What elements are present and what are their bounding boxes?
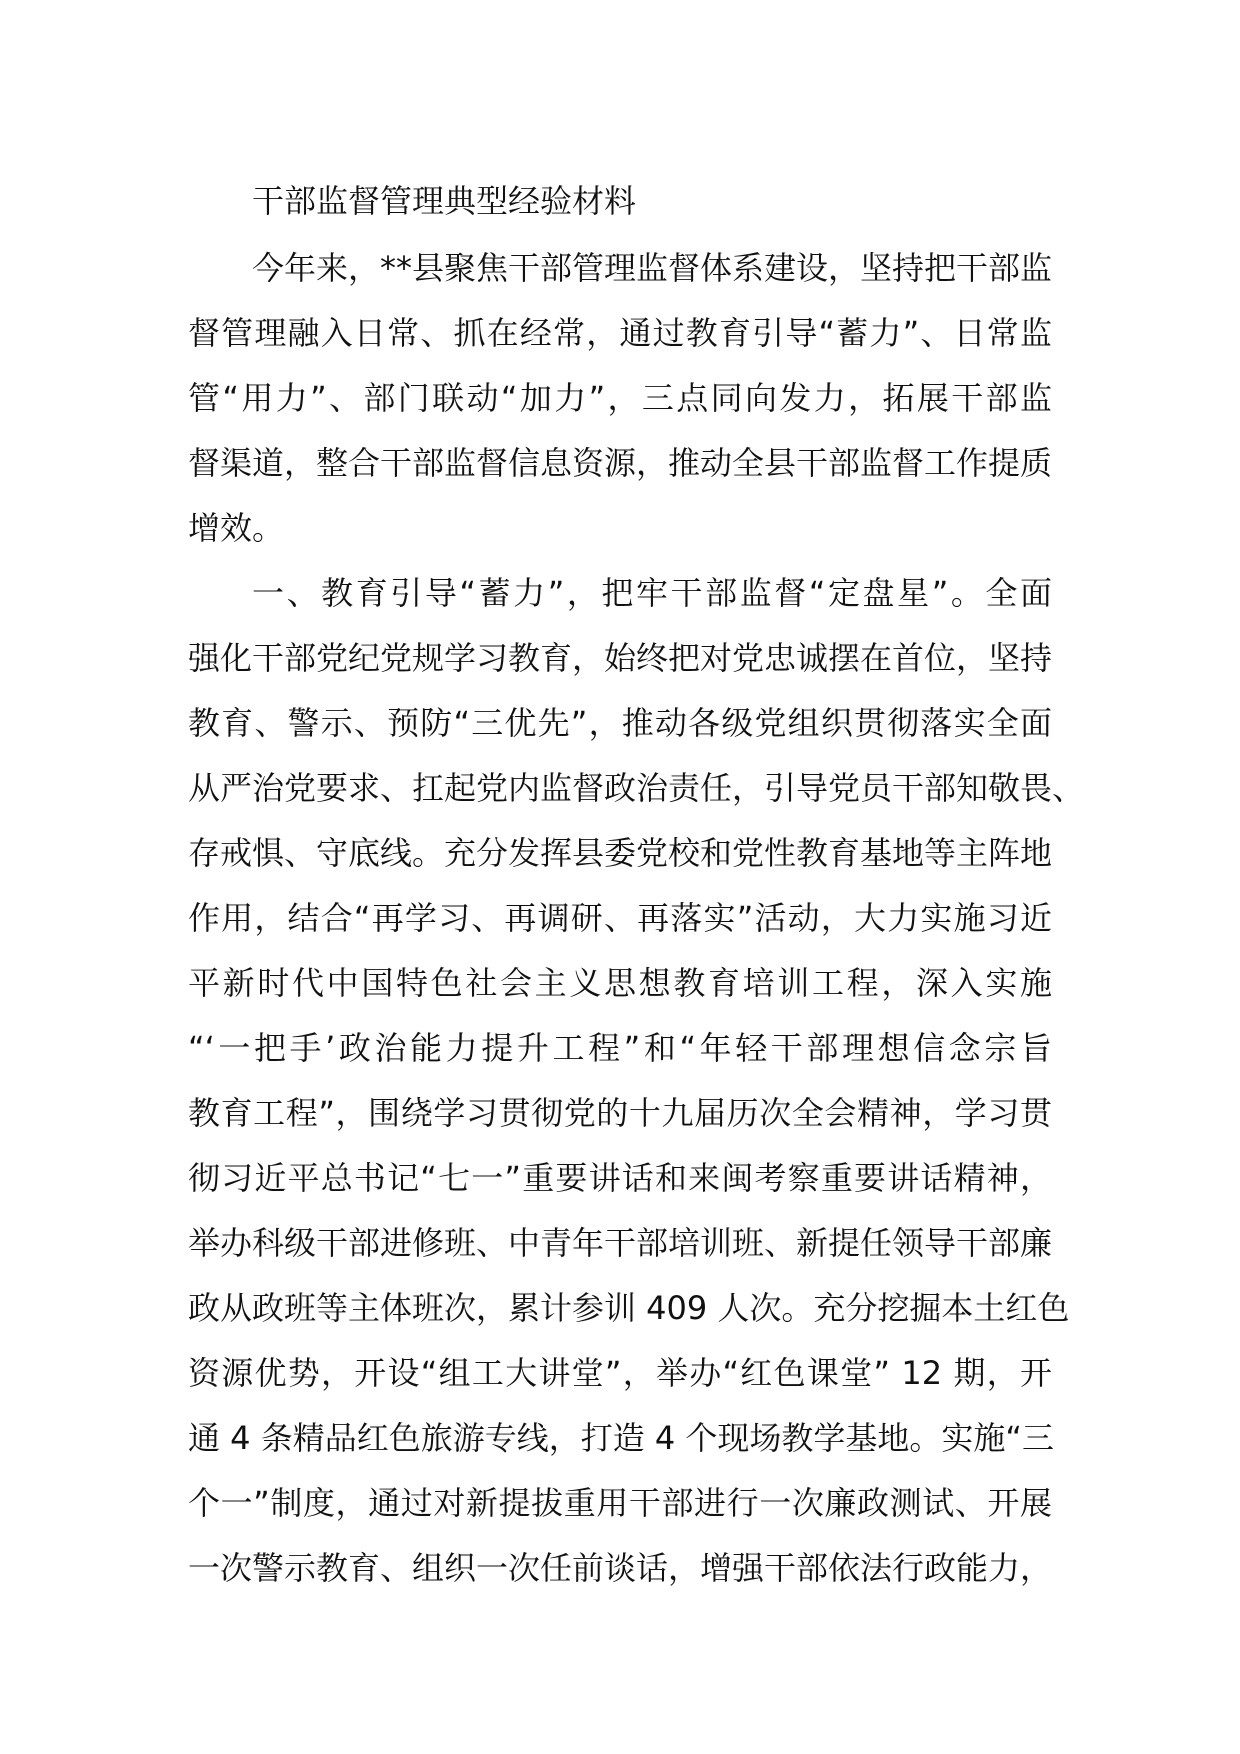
paragraph-line: 教育、警示、预防“三优先”，推动各级党组织贯彻落实全面 [188,704,1052,742]
section-heading-line: 一、教育引导“蓄力”，把牢干部监督“定盘星”。全面 [252,574,1052,612]
paragraph-line: 一次警示教育、组织一次任前谈话，增强干部依法行政能力， [188,1549,1053,1587]
paragraph-line: 举办科级干部进修班、中青年干部培训班、新提任领导干部廉 [188,1224,1053,1262]
paragraph-line: 增效。 [188,509,285,547]
document-title: 干部监督管理典型经验材料 [252,182,637,220]
paragraph-line: 资源优势，开设“组工大讲堂”，举办“红色课堂” 12 期，开 [188,1354,1052,1392]
document-body [188,166,1085,1601]
paragraph-line: 教育工程”，围绕学习贯彻党的十九届历次全会精神，学习贯 [188,1094,1052,1132]
paragraph-line: 管“用力”、部门联动“加力”，三点同向发力，拓展干部监 [188,379,1052,417]
paragraph-line: 通 4 条精品红色旅游专线，打造 4 个现场教学基地。实施“三 [188,1419,1054,1457]
paragraph-line: 个一”制度，通过对新提拔重用干部进行一次廉政测试、开展 [188,1484,1052,1522]
paragraph-line: 从严治党要求、扛起党内监督政治责任，引导党员干部知敬畏、 [188,769,1085,807]
paragraph-line: 彻习近平总书记“七一”重要讲话和来闽考察重要讲话精神， [188,1159,1052,1197]
paragraph-line: 政从政班等主体班次，累计参训 409 人次。充分挖掘本土红色 [188,1289,1070,1327]
paragraph-line: 督渠道，整合干部监督信息资源，推动全县干部监督工作提质 [188,444,1053,482]
paragraph-line: 平新时代中国特色社会主义思想教育培训工程，深入实施 [188,964,1052,1002]
paragraph-line: 存戒惧、守底线。充分发挥县委党校和党性教育基地等主阵地 [188,834,1053,872]
paragraph-line: 督管理融入日常、抓在经常，通过教育引导“蓄力”、日常监 [188,314,1052,352]
paragraph-line: 强化干部党纪党规学习教育，始终把对党忠诚摆在首位，坚持 [188,639,1053,677]
paragraph-line: 今年来，**县聚焦干部管理监督体系建设，坚持把干部监 [252,249,1053,287]
paragraph-line: “‘一把手’政治能力提升工程”和“年轻干部理想信念宗旨 [188,1029,1052,1067]
paragraph-line: 作用，结合“再学习、再调研、再落实”活动，大力实施习近 [188,899,1052,937]
